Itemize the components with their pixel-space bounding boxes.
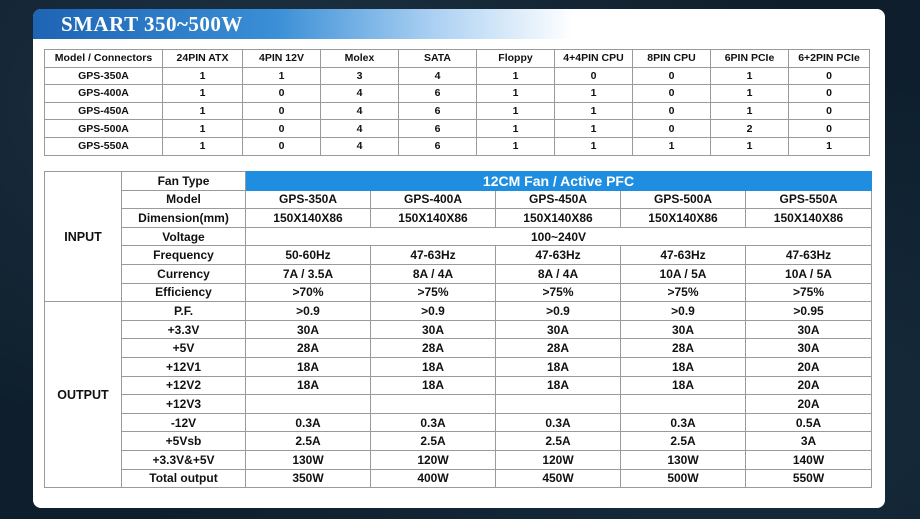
specs-table [44,171,872,488]
table-cell: 30A [621,320,746,339]
table-cell: 0 [555,67,633,85]
table-cell: 120W [371,450,496,469]
column-header: 4PIN 12V [243,50,321,68]
table-cell: >0.9 [246,302,371,321]
table-cell: 3A [746,432,872,451]
table-cell: GPS-450A [496,190,621,209]
table-cell [371,395,496,414]
table-cell: 0 [789,102,870,120]
table-cell: GPS-450A [45,102,163,120]
table-cell: 0 [243,137,321,155]
table-row [45,120,870,138]
table-cell [496,395,621,414]
table-cell: 30A [746,320,872,339]
table-cell: >0.95 [746,302,872,321]
table-cell: GPS-550A [746,190,872,209]
row-label: Efficiency [122,283,246,302]
table-row [45,339,872,358]
table-cell [246,395,371,414]
table-cell: 4 [399,67,477,85]
table-cell: GPS-350A [45,67,163,85]
table-cell: 0 [789,67,870,85]
voltage-value: 100~240V [246,227,872,246]
table-row [45,302,872,321]
table-cell: 0.3A [621,413,746,432]
table-cell: 50-60Hz [246,246,371,265]
table-cell: 18A [246,376,371,395]
row-label: Dimension(mm) [122,209,246,228]
table-cell: >70% [246,283,371,302]
table-cell: 1 [633,137,711,155]
table-cell: 47-63Hz [621,246,746,265]
row-label: +3.3V [122,320,246,339]
table-cell: 1 [711,137,789,155]
row-label: Voltage [122,227,246,246]
table-cell: 1 [163,102,243,120]
table-cell: 1 [555,137,633,155]
table-cell: 20A [746,395,872,414]
table-cell: 7A / 3.5A [246,264,371,283]
table-row [45,227,872,246]
table-cell: 1 [477,120,555,138]
table-cell: 0.5A [746,413,872,432]
table-cell: 1 [711,85,789,103]
table-cell: 2.5A [246,432,371,451]
table-cell: 130W [621,450,746,469]
table-cell: 150X140X86 [621,209,746,228]
column-header: 6PIN PCIe [711,50,789,68]
table-cell: 0.3A [496,413,621,432]
table-cell: 2.5A [371,432,496,451]
page-title: SMART 350~500W [61,12,243,36]
group-label-input: INPUT [45,172,122,302]
table-row [45,432,872,451]
table-cell: 550W [746,469,872,488]
table-cell: 150X140X86 [496,209,621,228]
table-cell: 6 [399,85,477,103]
table-cell: 1 [555,120,633,138]
table-cell: 350W [246,469,371,488]
table-cell: 0 [243,120,321,138]
table-cell: 150X140X86 [746,209,872,228]
table-row [45,357,872,376]
table-cell: 1 [477,67,555,85]
table-cell: 0 [789,120,870,138]
table-cell: 1 [163,120,243,138]
table-cell: 150X140X86 [371,209,496,228]
table-cell: 20A [746,357,872,376]
table-cell: 18A [621,357,746,376]
table-cell: 1 [555,102,633,120]
table-cell: 140W [746,450,872,469]
table-cell: 10A / 5A [746,264,872,283]
table-cell: 120W [496,450,621,469]
table-cell: 1 [163,137,243,155]
table-cell: 6 [399,102,477,120]
title-band [33,9,573,39]
table-row [45,172,872,191]
table-cell [621,395,746,414]
table-cell: GPS-500A [45,120,163,138]
table-row [45,264,872,283]
table-cell: 18A [371,376,496,395]
column-header: Molex [321,50,399,68]
table-row [45,395,872,414]
table-cell: 18A [371,357,496,376]
column-header: SATA [399,50,477,68]
table-cell: 2.5A [496,432,621,451]
row-label: -12V [122,413,246,432]
table-row [45,137,870,155]
table-cell: 2.5A [621,432,746,451]
table-cell: >75% [746,283,872,302]
table-row [45,246,872,265]
row-label: +12V3 [122,395,246,414]
row-label: +5V [122,339,246,358]
table-cell: 18A [496,376,621,395]
table-cell: 500W [621,469,746,488]
table-cell: 30A [746,339,872,358]
table-cell: >75% [371,283,496,302]
table-cell: >0.9 [371,302,496,321]
table-cell: 20A [746,376,872,395]
table-row [45,469,872,488]
table-cell: 150X140X86 [246,209,371,228]
fan-type-value: 12CM Fan / Active PFC [246,172,872,191]
table-cell: 1 [711,67,789,85]
table-cell: 130W [246,450,371,469]
table-cell: 450W [496,469,621,488]
table-cell: 4 [321,137,399,155]
column-header: 24PIN ATX [163,50,243,68]
table-cell: >75% [496,283,621,302]
row-label: Currency [122,264,246,283]
column-header: Model / Connectors [45,50,163,68]
column-header: 6+2PIN PCIe [789,50,870,68]
connectors-table [44,49,870,156]
table-cell: 1 [477,137,555,155]
table-cell: 3 [321,67,399,85]
table-cell: GPS-500A [621,190,746,209]
table-cell: 0 [633,120,711,138]
table-cell: 0 [633,67,711,85]
table-cell: 47-63Hz [371,246,496,265]
table-cell: 1 [555,85,633,103]
row-label: Model [122,190,246,209]
table-cell: 1 [243,67,321,85]
table-cell: 47-63Hz [746,246,872,265]
table-row [45,413,872,432]
table-cell: 30A [371,320,496,339]
row-label: +12V2 [122,376,246,395]
table-cell: GPS-400A [45,85,163,103]
table-cell: 1 [163,67,243,85]
table-cell: 28A [246,339,371,358]
column-header: 4+4PIN CPU [555,50,633,68]
table-cell: 8A / 4A [371,264,496,283]
spec-card [33,9,885,508]
row-label: Frequency [122,246,246,265]
row-label: P.F. [122,302,246,321]
table-cell: 0 [243,102,321,120]
table-cell: 18A [621,376,746,395]
table-cell: >0.9 [621,302,746,321]
table-cell: GPS-550A [45,137,163,155]
table-cell: 47-63Hz [496,246,621,265]
table-cell: GPS-350A [246,190,371,209]
table-cell: 28A [621,339,746,358]
table-cell: 1 [711,102,789,120]
table-cell: 6 [399,120,477,138]
table-cell: 10A / 5A [621,264,746,283]
table-cell: 0.3A [371,413,496,432]
table-cell: 0 [789,85,870,103]
table-row [45,67,870,85]
table-cell: 18A [496,357,621,376]
table-row [45,450,872,469]
table-cell: 4 [321,102,399,120]
table-cell: 6 [399,137,477,155]
table-cell: 4 [321,85,399,103]
table-cell: 1 [477,102,555,120]
table-row [45,102,870,120]
table-cell: 30A [496,320,621,339]
table-row [45,320,872,339]
column-header: 8PIN CPU [633,50,711,68]
table-cell: 0 [243,85,321,103]
table-cell: 2 [711,120,789,138]
row-label: +5Vsb [122,432,246,451]
table-row [45,376,872,395]
table-cell: 1 [163,85,243,103]
table-cell: 30A [246,320,371,339]
row-label: +12V1 [122,357,246,376]
table-cell: >0.9 [496,302,621,321]
table-cell: 18A [246,357,371,376]
table-cell: 0.3A [246,413,371,432]
table-row [45,85,870,103]
table-cell: 28A [496,339,621,358]
table-cell: 1 [789,137,870,155]
table-cell: 4 [321,120,399,138]
table-cell: 28A [371,339,496,358]
group-label-output: OUTPUT [45,302,122,488]
table-cell: GPS-400A [371,190,496,209]
table-cell: 8A / 4A [496,264,621,283]
table-cell: 1 [477,85,555,103]
table-row [45,209,872,228]
row-label: +3.3V&+5V [122,450,246,469]
table-cell: 0 [633,85,711,103]
table-cell: >75% [621,283,746,302]
table-cell: 400W [371,469,496,488]
table-row [45,283,872,302]
connectors-header-row [45,50,870,68]
row-label: Fan Type [122,172,246,191]
row-label: Total output [122,469,246,488]
table-row [45,190,872,209]
table-cell: 0 [633,102,711,120]
column-header: Floppy [477,50,555,68]
